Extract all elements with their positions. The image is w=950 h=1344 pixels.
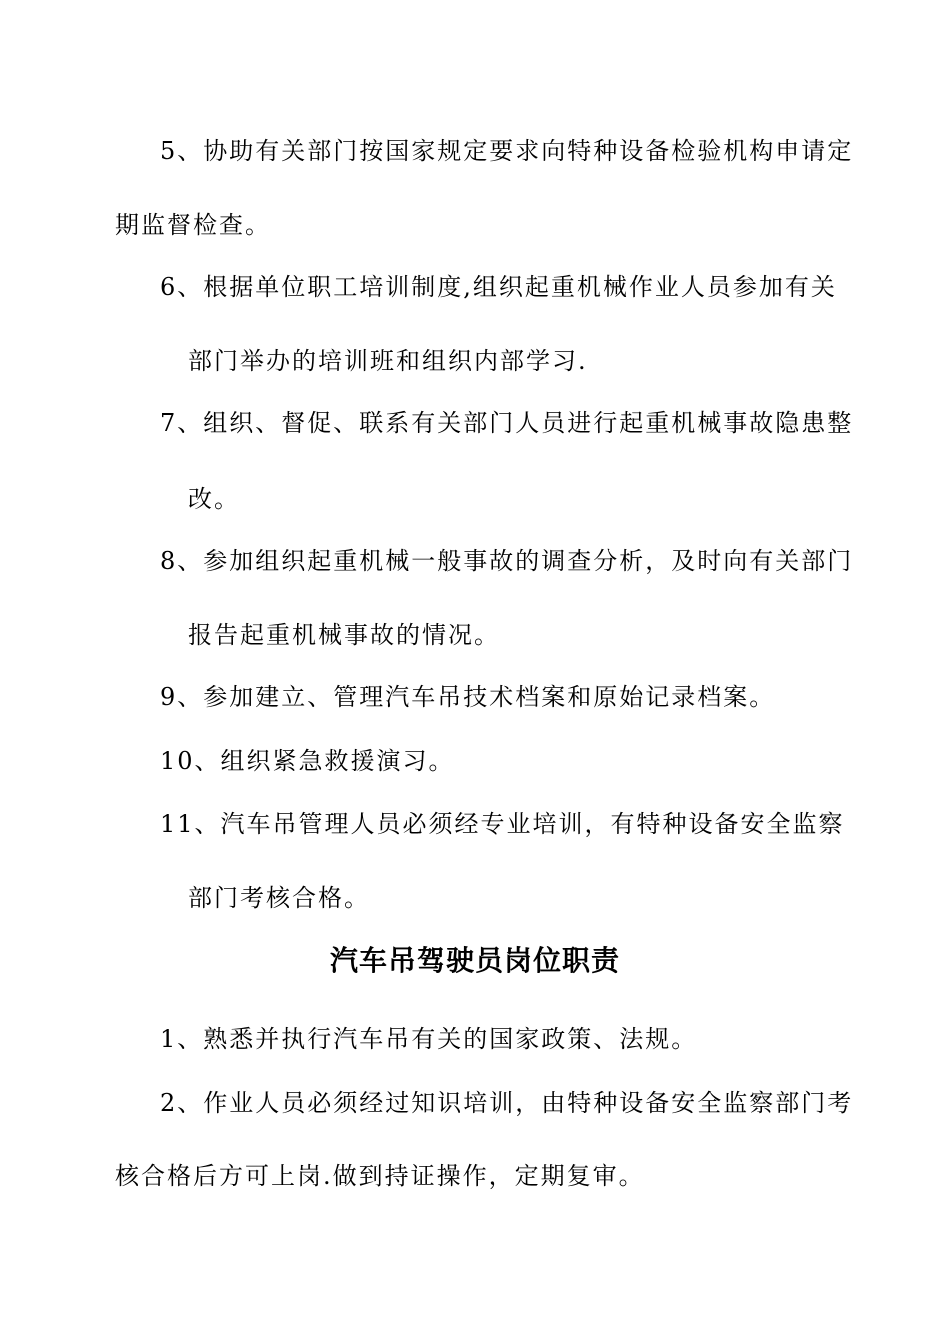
item-11-line-2: 部门考核合格。	[188, 884, 370, 912]
item-10-line-1: 10、组织紧急救援演习。	[160, 747, 455, 775]
item-7-line-2: 改。	[188, 485, 240, 513]
item-11-line-1: 11、汽车吊管理人员必须经专业培训，有特种设备安全监察	[160, 810, 845, 838]
duty-1-line-1: 1、熟悉并执行汽车吊有关的国家政策、法规。	[160, 1025, 698, 1053]
section-heading: 汽车吊驾驶员岗位职责	[329, 944, 620, 977]
item-5-line-1: 5、协助有关部门按国家规定要求向特种设备检验机构申请定	[160, 137, 854, 165]
item-9-line-1: 9、参加建立、管理汽车吊技术档案和原始记录档案。	[160, 683, 776, 711]
item-7-line-1: 7、组织、督促、联系有关部门人员进行起重机械事故隐患整	[160, 409, 854, 437]
item-6-line-2: 部门举办的培训班和组织内部学习.	[188, 347, 588, 375]
item-8-line-1: 8、参加组织起重机械一般事故的调查分析，及时向有关部门	[160, 547, 854, 575]
item-5-line-2: 期监督检查。	[115, 211, 271, 239]
item-6-line-1: 6、根据单位职工培训制度,组织起重机械作业人员参加有关	[160, 273, 837, 301]
duty-2-line-2: 核合格后方可上岗.做到持证操作，定期复审。	[115, 1162, 645, 1190]
item-8-line-2: 报告起重机械事故的情况。	[188, 621, 500, 649]
duty-2-line-1: 2、作业人员必须经过知识培训，由特种设备安全监察部门考	[160, 1089, 854, 1117]
